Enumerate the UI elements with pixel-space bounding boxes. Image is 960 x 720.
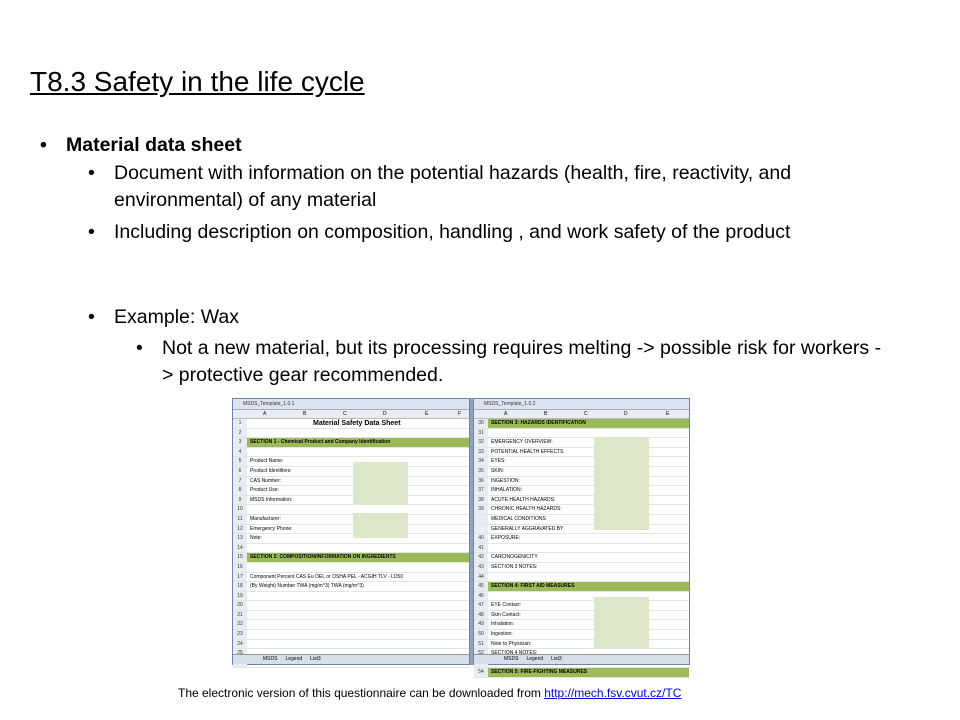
table-row	[474, 534, 689, 544]
row-number: 3	[233, 438, 247, 447]
row-number: 10	[233, 505, 247, 514]
bullet-dot: •	[88, 162, 95, 184]
cell-text: INGESTION:	[491, 477, 520, 484]
row-number	[474, 525, 488, 534]
cell-text: Manufacturer:	[250, 515, 281, 522]
sheet-tab[interactable]: Legend	[285, 656, 303, 662]
cell-text: SECTION 1 - Chemical Product and Company Identification	[250, 439, 391, 446]
row-number: 12	[233, 525, 247, 534]
table-row	[474, 640, 689, 650]
table-row	[233, 563, 469, 573]
row-number: 38	[474, 496, 488, 505]
cell-text: SECTION 4: FIRST AID MEASURES	[491, 583, 575, 590]
cell-text: MSDS Information:	[250, 496, 293, 503]
table-row	[474, 553, 689, 563]
table-row	[233, 592, 469, 602]
cell-text: (By Weight) Number TWA (mg/m^3) TWA (mg/m^3)	[250, 583, 364, 590]
bullet-not-new-material	[136, 335, 882, 389]
row-number: 40	[474, 534, 488, 543]
slide-title: T8.3 Safety in the life cycle	[30, 66, 365, 97]
window-title: MSDS_Template_1.0.1	[233, 399, 469, 410]
row-number: 35	[474, 467, 488, 476]
bullet-dot: •	[88, 221, 95, 243]
row-number	[474, 515, 488, 524]
cell-text: EYE Contact:	[491, 602, 522, 609]
bullet-dot: •	[40, 134, 47, 156]
download-link[interactable]: http://mech.fsv.cvut.cz/TC	[544, 686, 682, 700]
row-number: 45	[474, 582, 488, 591]
table-row	[233, 429, 469, 439]
table-row	[474, 573, 689, 583]
row-number: 16	[233, 563, 247, 572]
cell-text: Inhalation:	[491, 621, 515, 628]
cell-text: Skin Contact:	[491, 611, 521, 618]
row-number: 49	[474, 620, 488, 629]
table-row	[474, 611, 689, 621]
sheet-tab[interactable]: Legend	[526, 656, 544, 662]
table-row	[474, 496, 689, 506]
column-header	[474, 410, 689, 419]
row-number: 34	[474, 457, 488, 466]
table-row	[233, 467, 469, 477]
table-row	[233, 496, 469, 506]
column-letter: E	[666, 411, 670, 417]
cell-text: SECTION 3 NOTES:	[491, 563, 538, 570]
table-row	[233, 505, 469, 515]
cell-text: Ingestion:	[491, 631, 513, 638]
table-row	[474, 467, 689, 477]
bullet-dot: •	[136, 337, 143, 359]
msds-spreadsheet-screenshot	[232, 398, 690, 676]
sheet-tabs	[233, 654, 469, 664]
table-row	[474, 438, 689, 448]
row-number: 15	[233, 553, 247, 562]
row-number: 23	[233, 630, 247, 639]
row-number: 19	[233, 592, 247, 601]
table-row	[474, 563, 689, 573]
row-number: 39	[474, 505, 488, 514]
table-row	[474, 630, 689, 640]
table-row	[474, 592, 689, 602]
cell-text: Note to Physician:	[491, 640, 532, 647]
sheet-grid	[233, 419, 469, 668]
cell-text: Product Use:	[250, 487, 279, 494]
row-number: 6	[233, 467, 247, 476]
row-number: 30	[474, 419, 488, 428]
input-cells	[594, 437, 649, 530]
row-number: 47	[474, 601, 488, 610]
sheet-tab[interactable]: MSDS	[263, 656, 278, 662]
bullet-material-data-sheet	[40, 132, 242, 159]
table-row	[474, 429, 689, 439]
table-row	[233, 486, 469, 496]
table-row	[474, 505, 689, 515]
bullet-text: Example: Wax	[114, 306, 239, 328]
bullet-text: Not a new material, but its processing requires melting -> possible risk for workers -> protective gear recommended.	[162, 337, 882, 386]
column-letter: A	[263, 411, 267, 417]
cell-text: SECTION 2: COMPOSITION/INFORMATION ON INGREDIENTS	[250, 554, 396, 561]
cell-text: CAS Number:	[250, 477, 281, 484]
cell-text: GENERALLY AGGRAVATED BY	[491, 525, 564, 532]
cell-text: EYES:	[491, 458, 506, 465]
sheet-tabs	[474, 654, 689, 664]
cell-text: Component Percent CAS Eu OEL or OSHA PEL - ACGIH TLV - LD50	[250, 573, 404, 580]
table-row	[474, 419, 689, 429]
bullet-document	[88, 160, 874, 214]
table-row	[474, 668, 689, 678]
table-row	[474, 620, 689, 630]
footer-text: The electronic version of this questionnaire can be downloaded from	[178, 686, 545, 700]
column-letter: D	[383, 411, 387, 417]
table-row	[233, 601, 469, 611]
row-number: 21	[233, 611, 247, 620]
cell-text: Product Identifiers:	[250, 467, 292, 474]
row-number: 17	[233, 573, 247, 582]
table-row	[233, 525, 469, 535]
row-number: 50	[474, 630, 488, 639]
sheet-grid	[474, 419, 689, 678]
table-row	[233, 438, 469, 448]
row-number: 36	[474, 477, 488, 486]
sheet-tab[interactable]: List3	[310, 656, 321, 662]
table-row	[233, 640, 469, 650]
column-letter: C	[343, 411, 347, 417]
table-row	[233, 553, 469, 563]
row-number: 22	[233, 620, 247, 629]
row-number: 13	[233, 534, 247, 543]
table-row	[474, 448, 689, 458]
table-row	[233, 534, 469, 544]
input-cells	[353, 462, 408, 505]
table-row	[233, 477, 469, 487]
table-row	[474, 582, 689, 592]
bullet-example	[88, 304, 874, 331]
table-row	[474, 486, 689, 496]
row-number: 20	[233, 601, 247, 610]
row-number: 4	[233, 448, 247, 457]
cell-text: INHALATION:	[491, 487, 523, 494]
column-letter: B	[544, 411, 548, 417]
table-row	[233, 620, 469, 630]
cell-text: SKIN:	[491, 467, 505, 474]
spreadsheet-window-right	[473, 398, 690, 676]
table-row	[233, 611, 469, 621]
footer-note	[178, 686, 681, 700]
bullet-text: Material data sheet	[66, 134, 242, 156]
cell-text: SECTION 5: FIRE-FIGHTING MEASURES	[491, 669, 588, 676]
column-letter: D	[624, 411, 628, 417]
table-row	[233, 457, 469, 467]
table-row	[474, 477, 689, 487]
sheet-title: Material Safety Data Sheet	[313, 420, 401, 427]
cell-text: CARCINOGENICITY	[491, 554, 538, 561]
cell-text: Emergency Phone:	[250, 525, 293, 532]
row-number: 54	[474, 668, 488, 677]
table-row	[233, 544, 469, 554]
row-number: 46	[474, 592, 488, 601]
row-number: 5	[233, 457, 247, 466]
window-title: MSDS_Template_1.0.2	[474, 399, 689, 410]
row-number: 48	[474, 611, 488, 620]
column-letter: F	[458, 411, 462, 417]
table-row	[233, 448, 469, 458]
input-cells	[594, 597, 649, 649]
table-row	[233, 630, 469, 640]
row-number: 1	[233, 419, 247, 428]
column-letter: A	[504, 411, 508, 417]
cell-text: EXPOSURE:	[491, 535, 521, 542]
cell-text: Note:	[250, 535, 262, 542]
row-number: 31	[474, 429, 488, 438]
sheet-tab[interactable]: MSDS	[504, 656, 519, 662]
row-number: 14	[233, 544, 247, 553]
row-number: 44	[474, 573, 488, 582]
spreadsheet-window-left	[232, 398, 470, 665]
cell-text: ACUTE HEALTH HAZARDS:	[491, 496, 556, 503]
cell-text: SECTION 3: HAZARDS IDENTIFICATION	[491, 420, 586, 426]
bullet-text: Including description on composition, handling , and work safety of the product	[114, 221, 791, 243]
bullet-including	[88, 219, 874, 246]
table-row	[233, 515, 469, 525]
table-row	[233, 582, 469, 592]
table-row	[474, 601, 689, 611]
column-letter: B	[303, 411, 307, 417]
row-number: 32	[474, 438, 488, 447]
row-number: 33	[474, 448, 488, 457]
row-number: 24	[233, 640, 247, 649]
input-cells	[353, 513, 408, 538]
cell-text: POTENTIAL HEALTH EFFECTS	[491, 448, 564, 455]
column-header	[233, 410, 469, 419]
row-number: 11	[233, 515, 247, 524]
table-row	[233, 573, 469, 583]
cell-text: Product Name:	[250, 458, 284, 465]
column-letter: C	[584, 411, 588, 417]
row-number: 2	[233, 429, 247, 438]
bullet-dot: •	[88, 306, 95, 328]
row-number: 51	[474, 640, 488, 649]
row-number: 41	[474, 544, 488, 553]
row-number: 8	[233, 486, 247, 495]
table-row	[474, 457, 689, 467]
row-number: 18	[233, 582, 247, 591]
table-row	[474, 515, 689, 525]
table-row	[474, 544, 689, 554]
cell-text: EMERGENCY OVERVIEW:	[491, 439, 553, 446]
cell-text: CHRONIC HEALTH HAZARDS:	[491, 506, 562, 513]
row-number: 37	[474, 486, 488, 495]
row-number: 7	[233, 477, 247, 486]
row-number: 43	[474, 563, 488, 572]
row-number: 42	[474, 553, 488, 562]
bullet-text: Document with information on the potential hazards (health, fire, reactivity, and environmental) of any material	[114, 162, 792, 211]
row-number: 9	[233, 496, 247, 505]
sheet-tab[interactable]: List3	[551, 656, 562, 662]
cell-text: MEDICAL CONDITIONS	[491, 515, 546, 522]
table-row	[474, 525, 689, 535]
column-letter: E	[425, 411, 429, 417]
